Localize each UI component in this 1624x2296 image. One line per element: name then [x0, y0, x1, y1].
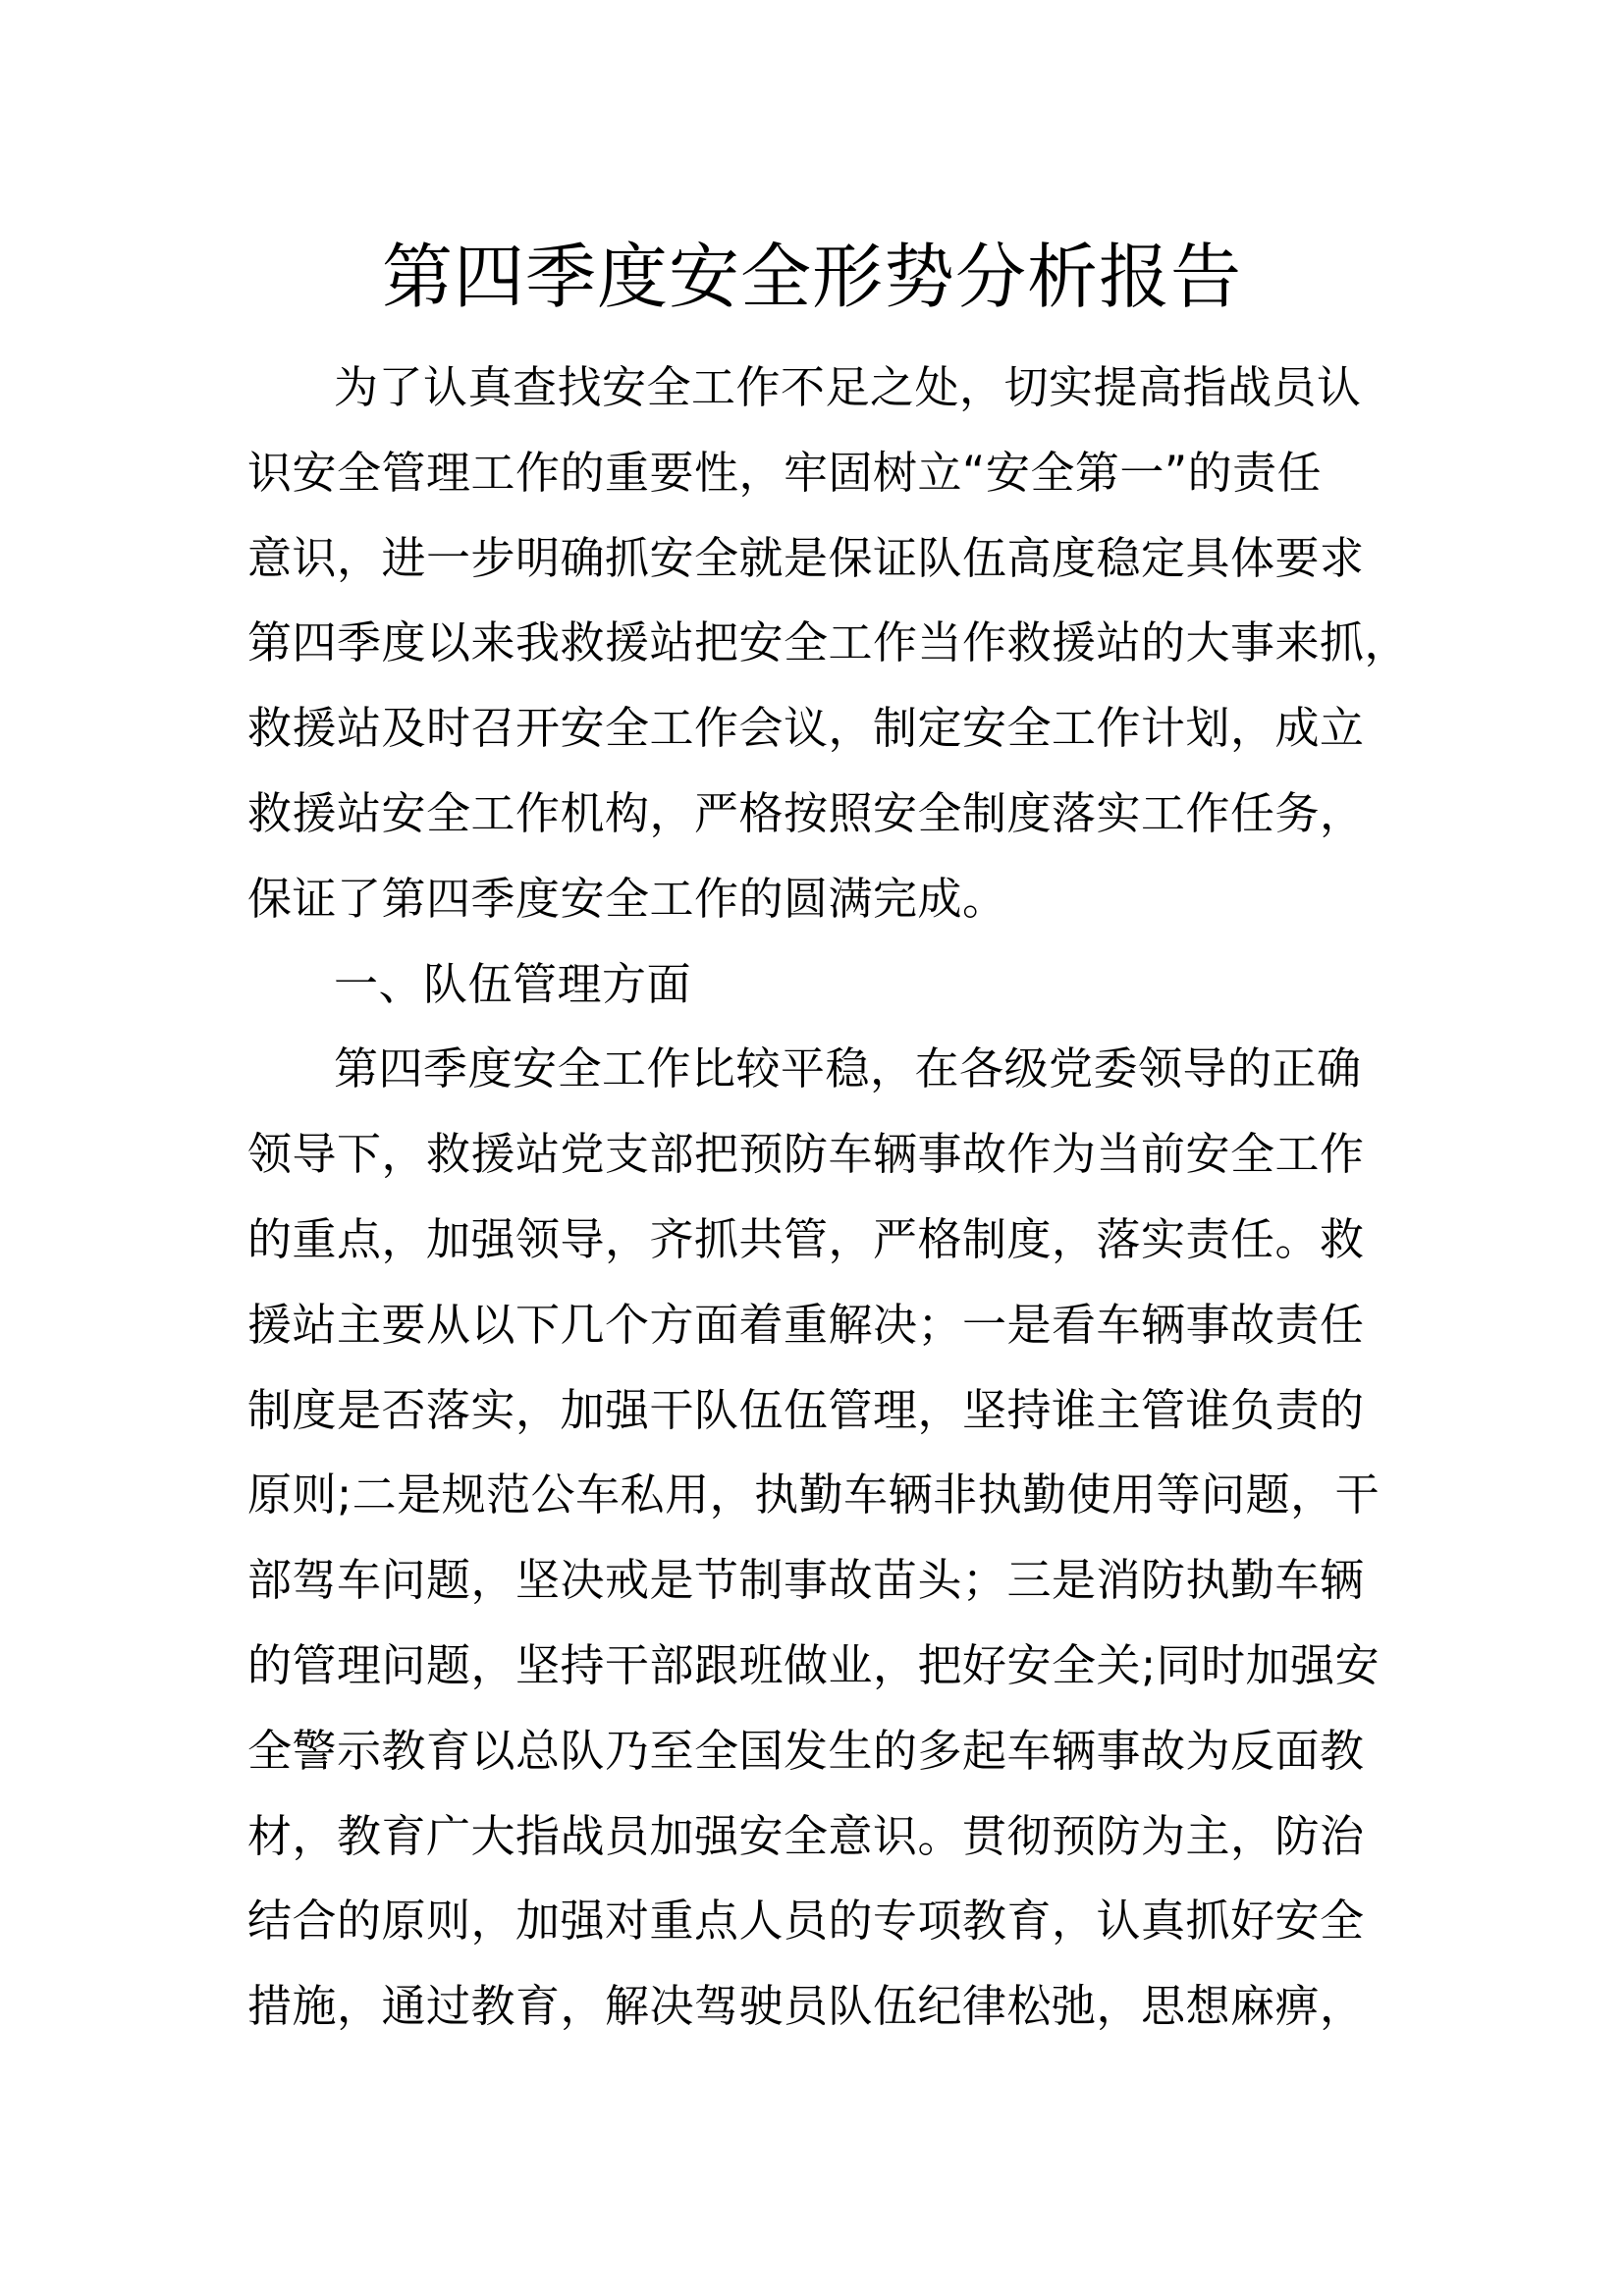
body-text-line: 制度是否落实，加强干队伍伍管理，坚持谁主管谁负责的: [247, 1383, 1365, 1436]
body-text-line: 原则;二是规范公车私用，执勤车辆非执勤使用等问题，干: [247, 1468, 1380, 1522]
body-text-line: 救援站及时召开安全工作会议，制定安全工作计划，成立: [247, 702, 1365, 755]
body-text-line: 第四季度以来我救援站把安全工作当作救援站的大事来抓，: [247, 616, 1410, 669]
body-text-line: 为了认真查找安全工作不足之处，切实提高指战员认: [334, 361, 1362, 413]
body-text-line: 保证了第四季度安全工作的圆满完成。: [247, 872, 1007, 925]
document-body: [247, 346, 1410, 2050]
body-text-line: 措施，通过教育，解决驾驶员队伍纪律松弛，思想麻痹，: [247, 1980, 1365, 2033]
body-text-line: 一、队伍管理方面: [334, 957, 692, 1010]
body-text-line: 材，教育广大指战员加强安全意识。贯彻预防为主，防治: [247, 1809, 1365, 1862]
body-text-line: 部驾车问题，坚决戒是节制事故苗头；三是消防执勤车辆: [247, 1554, 1365, 1607]
body-text-line: 领导下，救援站党支部把预防车辆事故作为当前安全工作: [247, 1128, 1365, 1181]
body-text-line: 结合的原则，加强对重点人员的专项教育，认真抓好安全: [247, 1895, 1365, 1948]
body-text-line: 救援站安全工作机构，严格按照安全制度落实工作任务，: [247, 786, 1365, 839]
body-text-line: 识安全管理工作的重要性，牢固树立“安全第一”的责任: [247, 446, 1323, 499]
body-text-line: 第四季度安全工作比较平稳，在各级党委领导的正确: [334, 1042, 1362, 1095]
document-title: 第四季度安全形势分析报告: [381, 236, 1242, 318]
body-text-line: 的管理问题，坚持干部跟班做业，把好安全关;同时加强安: [247, 1638, 1380, 1691]
body-text-line: 援站主要从以下几个方面着重解决；一是看车辆事故责任: [247, 1298, 1365, 1351]
body-text-line: 意识，进一步明确抓安全就是保证队伍高度稳定具体要求: [247, 531, 1365, 584]
body-text-line: 的重点，加强领导，齐抓共管，严格制度，落实责任。救: [247, 1212, 1365, 1265]
body-text-line: 全警示教育以总队乃至全国发生的多起车辆事故为反面教: [247, 1724, 1365, 1777]
